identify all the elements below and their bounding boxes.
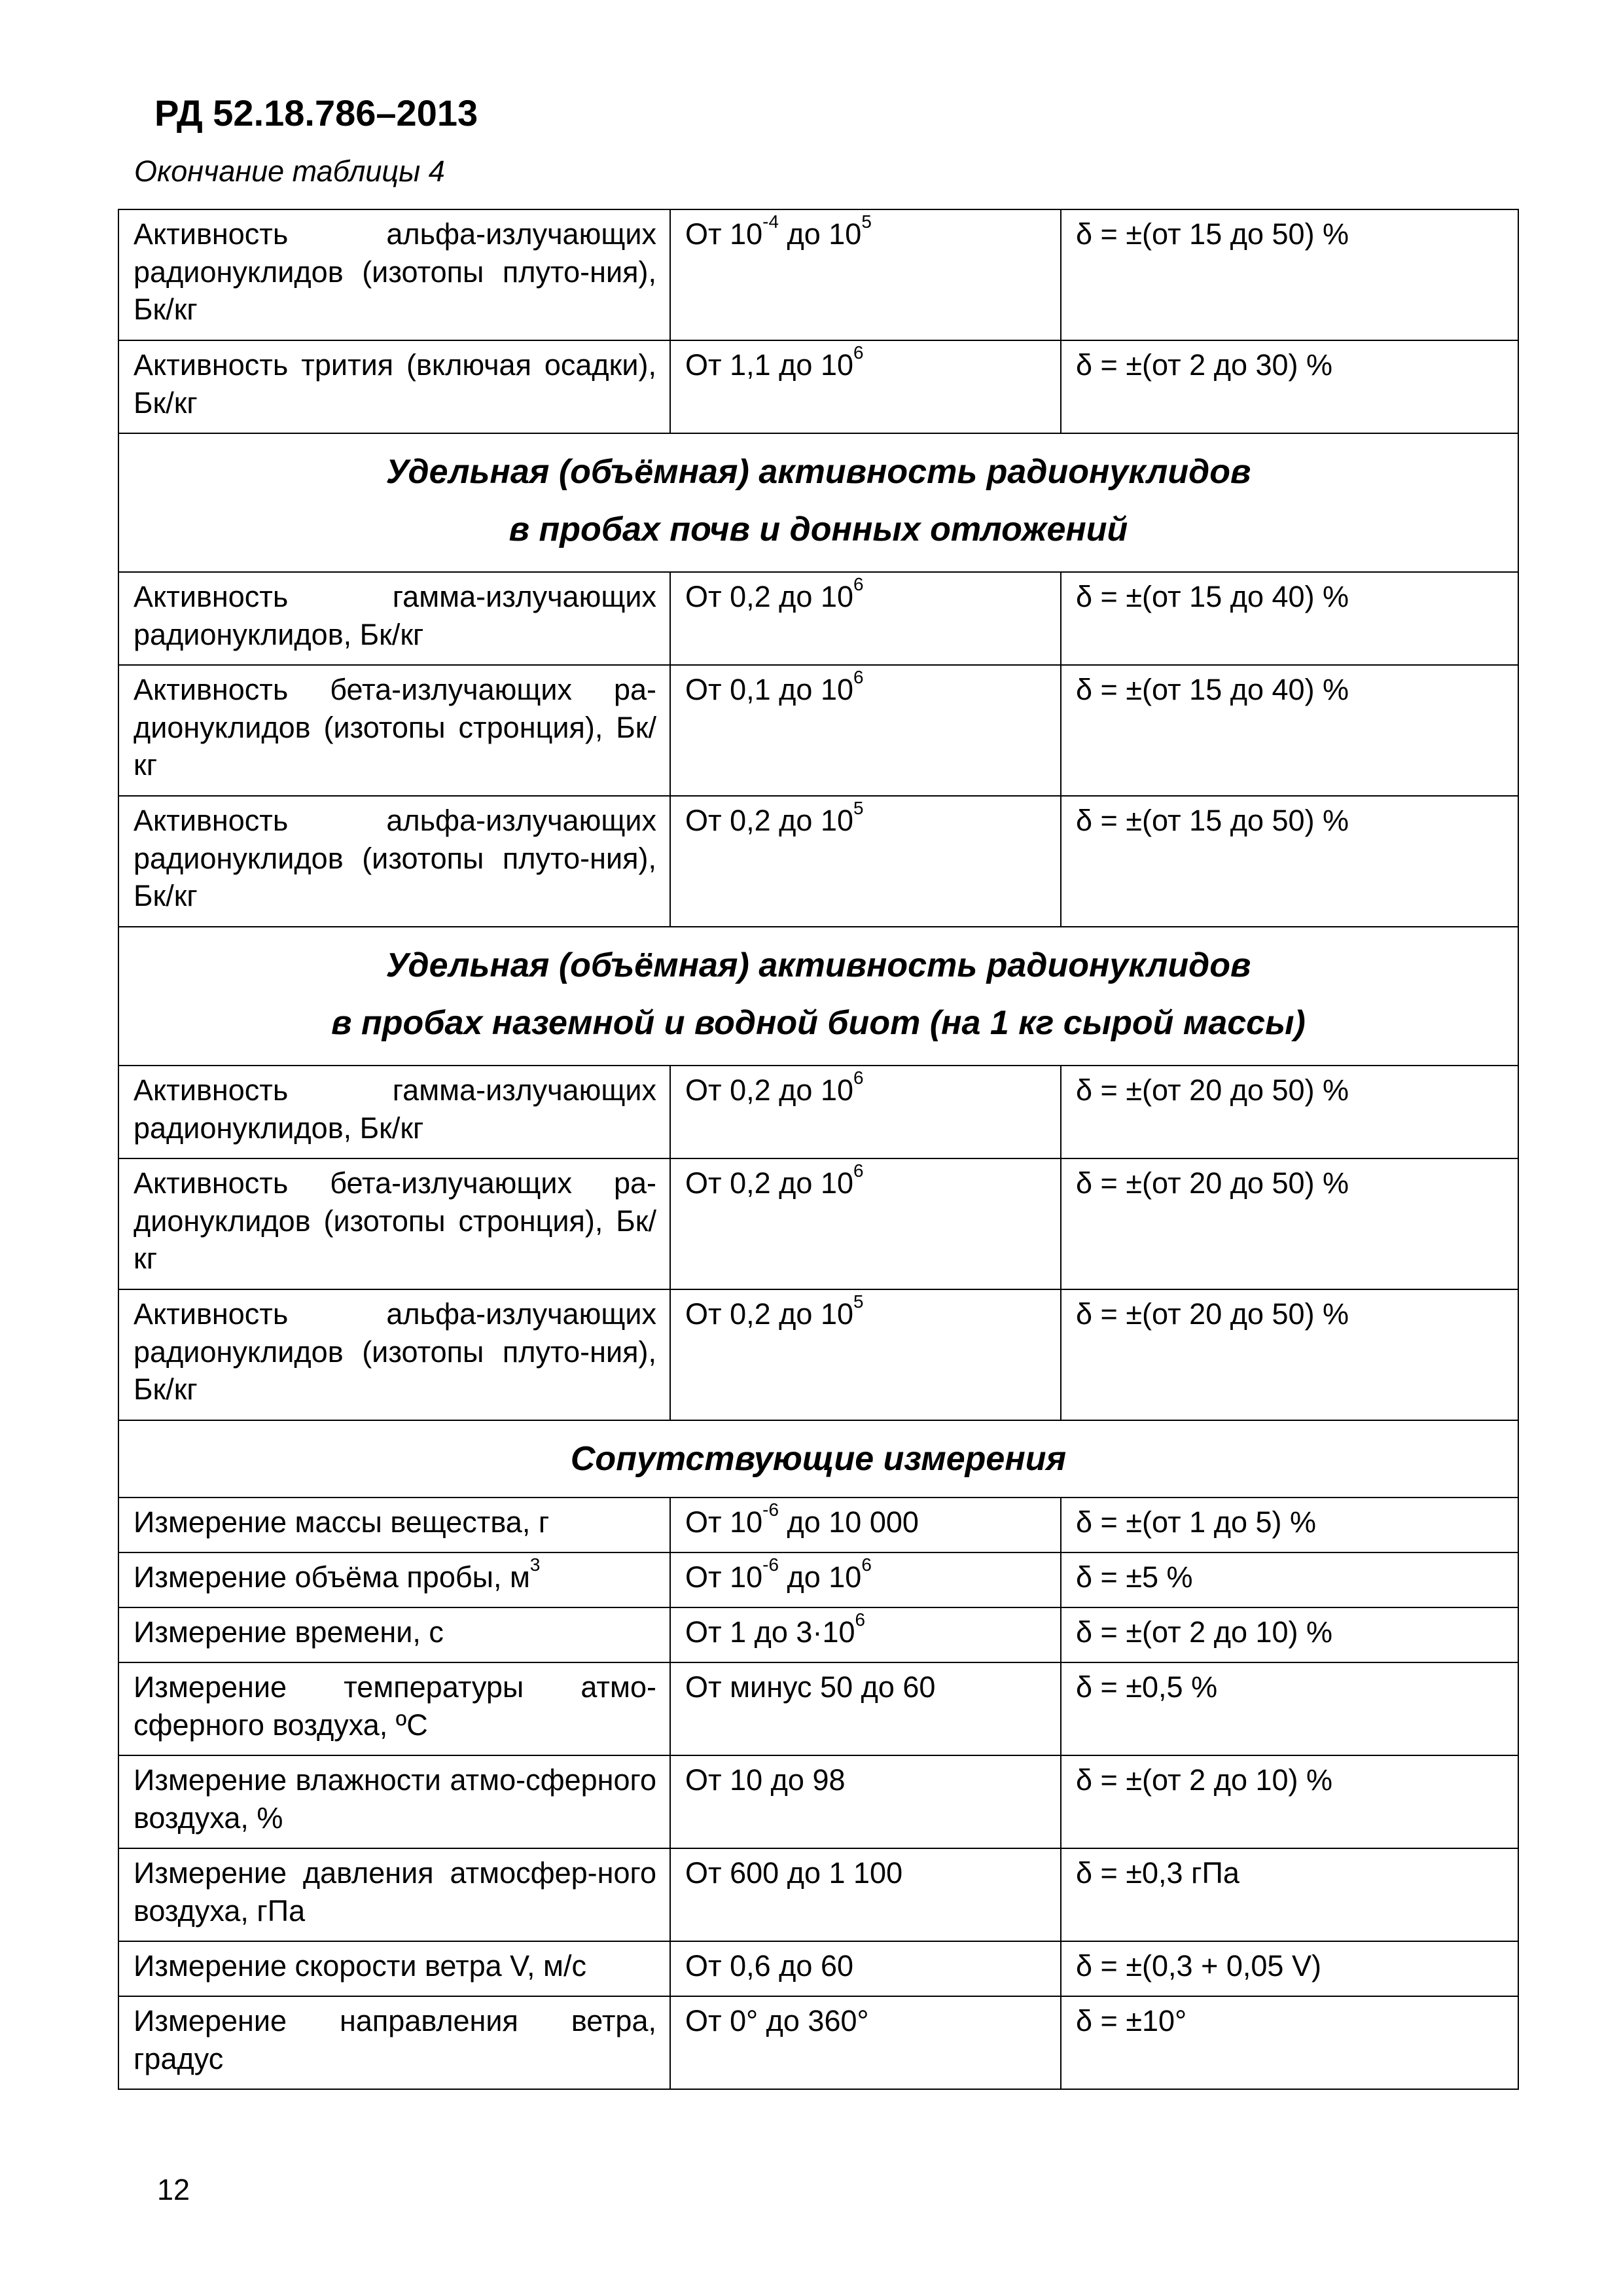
section-title-line: в пробах наземной и водной биот (на 1 кг сырой массы) — [331, 1004, 1306, 1043]
measurement-range-cell — [670, 1158, 1061, 1289]
table-row — [118, 340, 1518, 433]
section-title-line: Удельная (объёмная) активность радионуклидов — [385, 453, 1251, 491]
measurement-range-cell: От 0° до 360° — [670, 1996, 1061, 2089]
measurement-range-cell — [670, 796, 1061, 927]
section-title — [118, 927, 1518, 1066]
section-title — [118, 433, 1518, 572]
error-limit-cell: δ = ±(от 15 до 40) % — [1061, 572, 1518, 665]
error-limit-cell: δ = ±(от 20 до 50) % — [1061, 1066, 1518, 1158]
measured-quantity-cell: Активность гамма-излучающих радионуклидов, Бк/кг — [118, 572, 670, 665]
section-title-line: Сопутствующие измерения — [570, 1440, 1067, 1478]
table-row — [118, 1158, 1518, 1289]
measured-quantity-cell: Активность альфа-излучающих радионуклидов (изотопы плуто-ния), Бк/кг — [118, 1289, 670, 1420]
table-row — [118, 209, 1518, 340]
error-limit-cell: δ = ±(от 20 до 50) % — [1061, 1289, 1518, 1420]
superscript-exponent: 6 — [853, 1160, 864, 1181]
superscript-exponent: 6 — [861, 1554, 872, 1575]
text-segment: От 1,1 до 10 — [685, 348, 854, 382]
error-limit-cell: δ = ±(от 2 до 10) % — [1061, 1755, 1518, 1848]
measurement-range-cell — [670, 1289, 1061, 1420]
measured-quantity-cell: Активность бета-излучающих ра-дионуклидов (изотопы стронция), Бк/кг — [118, 1158, 670, 1289]
table-row — [118, 1289, 1518, 1420]
measured-quantity-cell: Измерение времени, с — [118, 1607, 670, 1662]
text-segment: до 10 — [778, 1560, 862, 1594]
superscript-exponent: -4 — [762, 211, 779, 232]
measured-quantity-cell: Активность гамма-излучающих радионуклидов, Бк/кг — [118, 1066, 670, 1158]
measured-quantity-cell: Активность альфа-излучающих радионуклидов (изотопы плуто-ния), Бк/кг — [118, 209, 670, 340]
measurement-range-cell — [670, 572, 1061, 665]
superscript-exponent: 6 — [853, 1067, 864, 1088]
error-limit-cell: δ = ±(от 2 до 30) % — [1061, 340, 1518, 433]
section-header-row — [118, 433, 1518, 572]
measured-quantity-cell: Активность бета-излучающих ра-дионуклидов (изотопы стронция), Бк/кг — [118, 665, 670, 796]
table-row — [118, 1662, 1518, 1755]
superscript-exponent: 5 — [853, 1291, 864, 1312]
measurement-range-cell — [670, 340, 1061, 433]
error-limit-cell: δ = ±(от 20 до 50) % — [1061, 1158, 1518, 1289]
error-limit-cell: δ = ±(от 15 до 50) % — [1061, 209, 1518, 340]
superscript-exponent: 6 — [855, 1609, 866, 1630]
measured-quantity-cell: Измерение массы вещества, г — [118, 1498, 670, 1552]
measurement-table — [118, 209, 1519, 2090]
measured-quantity-cell: Измерение температуры атмо-сферного воздуха, ºС — [118, 1662, 670, 1755]
measurement-range-cell: От 0,6 до 60 — [670, 1941, 1061, 1996]
error-limit-cell: δ = ±0,3 гПа — [1061, 1848, 1518, 1941]
document-code: РД 52.18.786–2013 — [154, 92, 478, 134]
error-limit-cell: δ = ±10° — [1061, 1996, 1518, 2089]
table-row — [118, 1941, 1518, 1996]
superscript-exponent: -6 — [762, 1499, 779, 1520]
table-row — [118, 1996, 1518, 2089]
text-segment: От 0,2 до 10 — [685, 804, 854, 837]
superscript-exponent: 6 — [853, 342, 864, 363]
section-title — [118, 1420, 1518, 1498]
superscript-exponent: 6 — [853, 573, 864, 594]
error-limit-cell: δ = ±(от 2 до 10) % — [1061, 1607, 1518, 1662]
text-segment: От 0,2 до 10 — [685, 1166, 854, 1200]
text-segment: От 0,2 до 10 — [685, 580, 854, 613]
text-segment: От 0,2 до 10 — [685, 1073, 854, 1107]
error-limit-cell: δ = ±(от 15 до 50) % — [1061, 796, 1518, 927]
text-segment: От 1 до 3·10 — [685, 1615, 855, 1649]
measurement-range-cell — [670, 1066, 1061, 1158]
text-segment: От 10 — [685, 1505, 763, 1539]
section-header-row — [118, 1420, 1518, 1498]
measurement-range-cell: От 600 до 1 100 — [670, 1848, 1061, 1941]
text-segment: до 10 — [778, 217, 862, 251]
measurement-range-cell — [670, 1498, 1061, 1552]
superscript-exponent: -6 — [762, 1554, 779, 1575]
table-row — [118, 1066, 1518, 1158]
table-row — [118, 1552, 1518, 1607]
measurement-range-cell: От 10 до 98 — [670, 1755, 1061, 1848]
measured-quantity-cell: Активность альфа-излучающих радионуклидов (изотопы плуто-ния), Бк/кг — [118, 796, 670, 927]
measured-quantity-cell: Активность трития (включая осадки), Бк/кг — [118, 340, 670, 433]
error-limit-cell: δ = ±(0,3 + 0,05 V) — [1061, 1941, 1518, 1996]
text-segment: От 10 — [685, 217, 763, 251]
superscript-exponent: 6 — [853, 666, 864, 687]
measured-quantity-cell: Измерение направления ветра, градус — [118, 1996, 670, 2089]
table-row — [118, 1498, 1518, 1552]
error-limit-cell: δ = ±(от 1 до 5) % — [1061, 1498, 1518, 1552]
text-segment: От 0,2 до 10 — [685, 1297, 854, 1331]
error-limit-cell: δ = ±(от 15 до 40) % — [1061, 665, 1518, 796]
text-segment: Измерение объёма пробы, м — [134, 1560, 530, 1594]
table-continuation-caption: Окончание таблицы 4 — [134, 154, 445, 188]
superscript-exponent: 3 — [529, 1554, 541, 1575]
error-limit-cell: δ = ±5 % — [1061, 1552, 1518, 1607]
section-title-line: Удельная (объёмная) активность радионуклидов — [385, 946, 1251, 984]
text-segment: до 10 000 — [778, 1505, 919, 1539]
measured-quantity-cell: Измерение скорости ветра V, м/с — [118, 1941, 670, 1996]
measurement-range-cell — [670, 1607, 1061, 1662]
text-segment: От 10 — [685, 1560, 763, 1594]
measured-quantity-cell: Измерение влажности атмо-сферного воздуха, % — [118, 1755, 670, 1848]
measurement-range-cell: От минус 50 до 60 — [670, 1662, 1061, 1755]
section-header-row — [118, 927, 1518, 1066]
text-segment: От 0,1 до 10 — [685, 673, 854, 706]
table-row — [118, 572, 1518, 665]
error-limit-cell: δ = ±0,5 % — [1061, 1662, 1518, 1755]
measurement-range-cell — [670, 1552, 1061, 1607]
measurement-range-cell — [670, 209, 1061, 340]
table-row — [118, 1755, 1518, 1848]
measured-quantity-cell: Измерение давления атмосфер-ного воздуха, гПа — [118, 1848, 670, 1941]
superscript-exponent: 5 — [861, 211, 872, 232]
table-row — [118, 1848, 1518, 1941]
superscript-exponent: 5 — [853, 797, 864, 818]
section-title-line: в пробах почв и донных отложений — [508, 511, 1128, 549]
measured-quantity-cell — [118, 1552, 670, 1607]
table-row — [118, 665, 1518, 796]
measurement-range-cell — [670, 665, 1061, 796]
table-row — [118, 796, 1518, 927]
table-row — [118, 1607, 1518, 1662]
page-number: 12 — [157, 2173, 190, 2206]
